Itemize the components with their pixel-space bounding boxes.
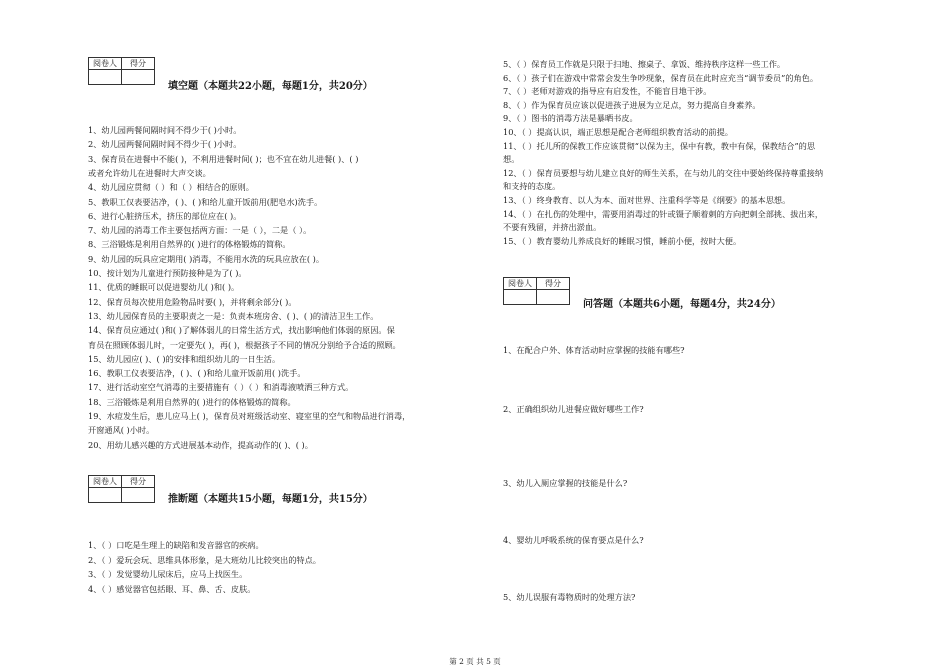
page-footer: 第 2 页 共 5 页 bbox=[449, 657, 501, 666]
judge-question-line: 和支持的态度。 bbox=[503, 181, 561, 192]
fill-question-line: 20、用幼儿感兴趣的方式进展基本动作，提高动作的( )、( )。 bbox=[88, 439, 313, 450]
grade-box-judge bbox=[88, 475, 155, 503]
qa-question-line: 1、在配合户外、体育活动时应掌握的技能有哪些? bbox=[503, 345, 685, 355]
fill-question-line: 10、按计划为儿童进行预防接种是为了( )。 bbox=[88, 268, 247, 278]
fill-question-line: 17、进行活动室空气消毒的主要措施有（ ）（ ）和消毒液喷洒三种方式。 bbox=[88, 382, 354, 393]
reviewer-label: 阅卷人 bbox=[504, 278, 537, 290]
judge-question-line: 10、（ ）提高认识，端正思想是配合老师组织教育活动的前提。 bbox=[503, 127, 733, 137]
judge-question-line: 11、（ ）托儿所的保教工作应该贯彻“以保为主，保中有教，教中有保，保教结合”的思 bbox=[503, 140, 816, 151]
judge-question-line: 9、（ ）图书的消毒方法是暴晒书皮。 bbox=[503, 113, 638, 124]
judge-question-line: 8、（ ）作为保育员应该以促进孩子进展为立足点，努力提高自身素养。 bbox=[503, 99, 761, 110]
fill-question-line: 2、幼儿园两餐间隔时间不得少于( )小时。 bbox=[88, 139, 242, 150]
qa-section-title: 问答题（本题共6小题，每题4分，共24分） bbox=[583, 299, 781, 310]
reviewer-label: 阅卷人 bbox=[89, 476, 122, 488]
judge-question-line: 15、（ ）教育婴幼儿养成良好的睡眠习惯，睡前小便，按时大便。 bbox=[503, 235, 742, 246]
judge-question-line: 14、（ ）在扎伤的处理中，需要用消毒过的针或镊子顺着刺的方向把刺全部挑、拔出来， bbox=[503, 208, 824, 219]
reviewer-label: 阅卷人 bbox=[89, 58, 122, 70]
fill-question-line: 15、幼儿园应( )、( )的安排和组织幼儿的一日生活。 bbox=[88, 353, 281, 364]
score-label: 得分 bbox=[537, 278, 570, 290]
qa-question-line: 2、正确组织幼儿进餐应做好哪些工作? bbox=[503, 404, 644, 414]
judge-question-line: 不要有残留，并挤出淤血。 bbox=[503, 222, 602, 233]
judge-question-line: 2、（ ）爱玩会玩、思维具体形象，是大班幼儿比较突出的特点。 bbox=[88, 554, 321, 565]
grade-box-qa bbox=[503, 277, 570, 305]
grade-box-fill bbox=[88, 57, 155, 85]
fill-question-line: 7、幼儿园的消毒工作主要包括两方面：一是（ ），二是（ ）。 bbox=[88, 225, 312, 236]
fill-question-line: 8、三浴锻炼是利用自然界的( )进行的体格锻炼的简称。 bbox=[88, 239, 291, 250]
qa-question-line: 5、幼儿误服有毒物质时的处理方法? bbox=[503, 592, 636, 602]
score-label: 得分 bbox=[122, 58, 155, 70]
fill-question-line: 3、保育员在进餐中不能( )，不利用进餐时间( )；也不宜在幼儿进餐( )、( ) bbox=[88, 153, 359, 164]
score-label: 得分 bbox=[122, 476, 155, 488]
judge-question-line: 7、（ ）老师对游戏的指导应有启发性，不能盲目地干涉。 bbox=[503, 86, 712, 97]
qa-question-line: 3、幼儿入厕应掌握的技能是什么? bbox=[503, 478, 628, 488]
judge-question-line: 5、（ ）保育员工作就是只限于扫地、擦桌子、拿饭、维持秩序这样一些工作。 bbox=[503, 59, 786, 69]
judge-question-line: 1、（ ）口吃是生理上的缺陷和发音器官的疾病。 bbox=[88, 540, 264, 550]
fill-question-line: 育员在照顾体弱儿时，一定要先( )，再( )，根据孩子不同的情况分别给予合适的照顾。 bbox=[88, 339, 401, 350]
fill-question-line: 9、幼儿园的玩具应定期用( )消毒，不能用水洗的玩具应放在( )。 bbox=[88, 253, 325, 264]
judge-question-line: 想。 bbox=[503, 154, 520, 165]
fill-question-line: 11、优质的睡眠可以促进婴幼儿( )和( )。 bbox=[88, 282, 240, 293]
judge-section-title: 推断题（本题共15小题，每题1分，共15分） bbox=[168, 494, 373, 505]
fill-question-line: 16、教职工仪表要洁净，( )、( )和给儿童开饭前用( )洗手。 bbox=[88, 368, 306, 379]
fill-question-line: 1、幼儿园两餐间隔时间不得少于( )小时。 bbox=[88, 125, 242, 135]
fill-question-line: 6、进行心脏挤压术，挤压的部位应在( )。 bbox=[88, 210, 242, 221]
judge-question-line: 13、（ ）终身教育、以人为本、面对世界、注重科学等是《纲要》的基本思想。 bbox=[503, 195, 791, 205]
fill-question-line: 4、幼儿园应贯彻（ ）和（ ）相结合的原则。 bbox=[88, 182, 254, 193]
fill-question-line: 14、保育员应通过( )和( )了解体弱儿的日常生活方式，找出影响他们体弱的原因。保 bbox=[88, 325, 395, 336]
qa-question-line: 4、婴幼儿呼吸系统的保育要点是什么? bbox=[503, 535, 644, 545]
judge-question-line: 4、（ ）感觉器官包括眼、耳、鼻、舌、皮肤。 bbox=[88, 583, 256, 594]
fill-section-title: 填空题（本题共22小题，每题1分，共20分） bbox=[168, 81, 373, 92]
fill-question-line: 19、水痘发生后，患儿应马上( )，保育员对班级活动室、寝室里的空气和物品进行消毒， bbox=[88, 411, 411, 421]
judge-question-line: 6、（ ）孩子们在游戏中常常会发生争吵现象，保育员在此时应充当“调节委员”的角色。 bbox=[503, 72, 819, 83]
fill-question-line: 开窗通风( )小时。 bbox=[88, 425, 155, 436]
fill-question-line: 5、教职工仅表要洁净，( )、( )和给儿童开饭前用(肥皂水)洗手。 bbox=[88, 196, 323, 207]
fill-question-line: 18、三浴锻炼是利用自然界的( )进行的体格锻炼的简称。 bbox=[88, 396, 296, 407]
fill-question-line: 或者允许幼儿在进餐时大声交谈。 bbox=[88, 167, 211, 178]
fill-question-line: 12、保育员每次使用危险物品时要( )，并将剩余部分( )。 bbox=[88, 296, 297, 307]
fill-question-line: 13、幼儿园保育员的主要职责之一是：负责本班房舍、( )、( )的清洁卫生工作。 bbox=[88, 310, 379, 321]
judge-question-line: 12、（ ）保育员要想与幼儿建立良好的师生关系，在与幼儿的交往中要始终保持尊重接纳 bbox=[503, 167, 824, 178]
judge-question-line: 3、（ ）发觉婴幼儿尿床后，应马上找医生。 bbox=[88, 569, 248, 579]
